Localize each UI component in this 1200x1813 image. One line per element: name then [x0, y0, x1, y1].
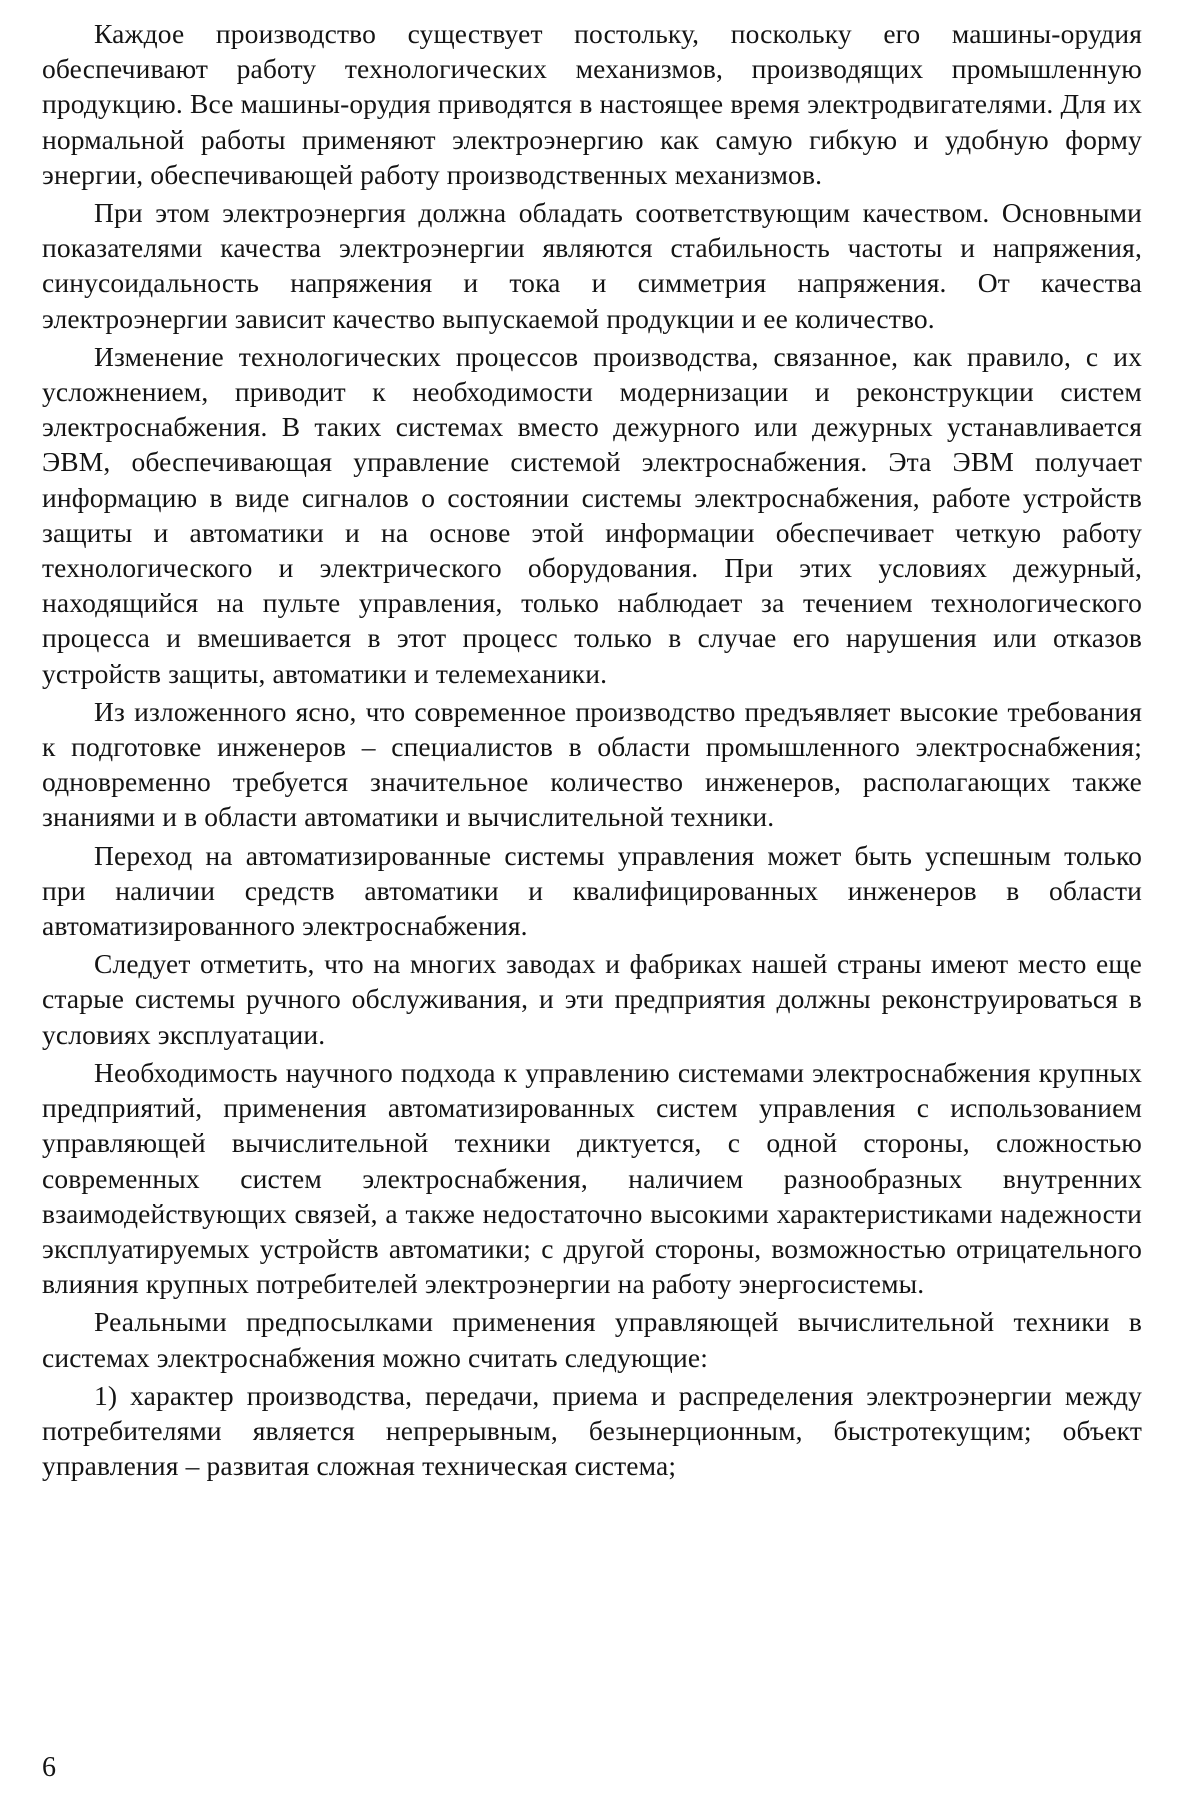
paragraph-production-machines: Каждое производство существует постольку, поскольку его машины-орудия обеспечивают работу технологических механизмов, производящих промышленную продукцию. Все машины-орудия приводятся в настоящее время электродвигателями. Для их нормальной работы применяют электроэнергию как самую гибкую и удобную форму энергии, обеспечивающей работу производственных механизмов.: [42, 18, 1142, 190]
list-item-1: 1) характер производства, передачи, приема и распределения электроэнергии между потребителями является непрерывным, безынерционным, быстротекущим; объект управления – развитая сложная техническая система;: [42, 1379, 1142, 1482]
paragraph-scientific-approach: Необходимость научного подхода к управлению системами электроснабжения крупных предприятий, применения автоматизированных систем управления с использованием управляющей вычислительной техники диктуется, с одной стороны, сложностью современных систем электроснабжения, наличием разнообразных внутренних взаимодействующих связей, а также недостаточно высокими характеристиками надежности эксплуатируемых устройств автоматики; с другой стороны, возможностью отрицательного влияния крупных потребителей электроэнергии на работу энергосистемы.: [42, 1056, 1142, 1300]
paragraph-prerequisites: Реальными предпосылками применения управляющей вычислительной техники в системах электроснабжения можно считать следующие:: [42, 1306, 1142, 1373]
page-number: 6: [42, 1752, 56, 1783]
paragraph-computer-control: Изменение технологических процессов производства, связанное, как правило, с их усложнением, приводит к необходимости модернизации и реконструкции систем электроснабжения. В таких системах вместо дежурного или дежурных устанавливается ЭВМ, обеспечивающая управление системой электроснабжения. Эта ЭВМ получает информацию в виде сигналов о состоянии системы электроснабжения, работе устройств защиты и автоматики и на основе этой информации обеспечивает четкую работу технологического и электрического оборудования. При этих условиях дежурный, находящийся на пульте управления, только наблюдает за течением технологического процесса и вмешивается в этот процесс только в случае его нарушения или отказов устройств защиты, автоматики и телемеханики.: [42, 340, 1142, 689]
paragraph-engineer-training: Из изложенного ясно, что современное производство предъявляет высокие требования к подготовке инженеров – специалистов в области промышленного электроснабжения; одновременно требуется значительное количество инженеров, располагающих также знаниями и в области автоматики и вычислительной техники.: [42, 695, 1142, 833]
paragraph-old-systems: Следует отметить, что на многих заводах и фабриках нашей страны имеют место еще старые системы ручного обслуживания, и эти предприятия должны реконструироваться в условиях эксплуатации.: [42, 948, 1142, 1050]
body-text: [42, 16, 1142, 1486]
paragraph-automation-transition: Переход на автоматизированные системы управления может быть успешным только при наличии средств автоматики и квалифицированных инженеров в области автоматизированного электроснабжения.: [42, 839, 1142, 942]
paragraph-power-quality: При этом электроэнергия должна обладать соответствующим качеством. Основными показателями качества электроэнергии являются стабильность частоты и напряжения, синусоидальность напряжения и тока и симметрия напряжения. От качества электроэнергии зависит качество выпускаемой продукции и ее количество.: [42, 197, 1142, 334]
